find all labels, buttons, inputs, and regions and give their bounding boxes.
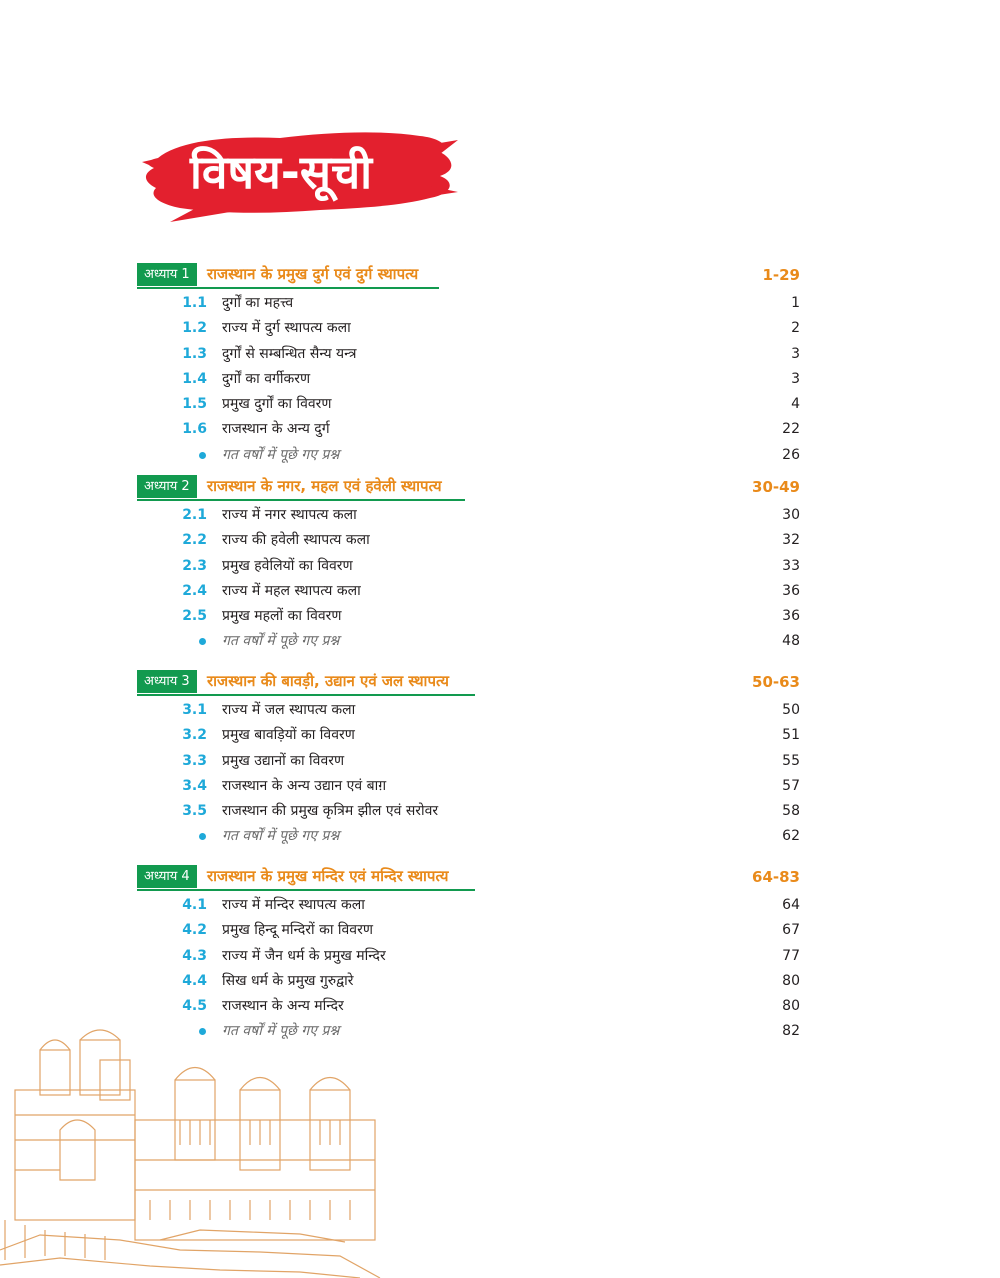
section-page: 57 [782, 777, 800, 794]
section-title: राजस्थान के अन्य उद्यान एवं बाग़ [222, 777, 387, 794]
chapter-4 [137, 865, 800, 1045]
chapter-badge: अध्याय 3 [137, 670, 197, 693]
chapter-title[interactable]: राजस्थान की बावड़ी, उद्यान एवं जल स्थापत्य [207, 672, 450, 690]
section-page: 4 [791, 396, 800, 413]
toc-row[interactable] [137, 342, 800, 367]
toc-row[interactable] [137, 969, 800, 994]
section-title: प्रमुख बावड़ियों का विवरण [222, 727, 355, 744]
chapter-underline [137, 499, 465, 501]
toc-row[interactable] [137, 994, 800, 1019]
section-page: 67 [782, 922, 800, 939]
chapter-badge: अध्याय 2 [137, 475, 197, 498]
section-number: 3.2 [182, 727, 207, 744]
section-title: प्रमुख दुर्गों का विवरण [222, 396, 332, 413]
section-page: 2 [791, 320, 800, 337]
section-title: गत वर्षों में पूछे गए प्रश्न [222, 828, 340, 845]
section-number: 4.2 [182, 922, 207, 939]
section-page: 55 [782, 752, 800, 769]
section-page: 48 [782, 633, 800, 650]
toc-row-prev-year[interactable] [137, 824, 800, 849]
section-title: गत वर्षों में पूछे गए प्रश्न [222, 1023, 340, 1040]
chapter-3 [137, 670, 800, 850]
section-page: 1 [791, 295, 800, 311]
section-number: 4.5 [182, 998, 207, 1015]
toc-row[interactable] [137, 316, 800, 341]
toc-row-prev-year[interactable] [137, 443, 800, 468]
section-page: 36 [782, 608, 800, 625]
fort-ramparts [0, 1220, 380, 1278]
section-title: प्रमुख उद्यानों का विवरण [222, 752, 345, 769]
section-page: 3 [791, 345, 800, 362]
chapter-1 [137, 263, 800, 468]
section-page: 82 [782, 1023, 800, 1040]
section-number: 2.5 [182, 608, 207, 625]
section-title: दुर्गों से सम्बन्धित सैन्य यन्त्र [222, 345, 357, 362]
chapter-title[interactable]: राजस्थान के प्रमुख दुर्ग एवं दुर्ग स्थापत्य [207, 265, 419, 283]
chapter-underline [137, 694, 475, 696]
section-title: राज्य की हवेली स्थापत्य कला [222, 532, 370, 549]
toc-row[interactable] [137, 918, 800, 943]
section-number: 3.1 [182, 702, 207, 718]
bullet-icon [199, 833, 206, 840]
toc-row-prev-year[interactable] [137, 629, 800, 654]
chapter-pages: 64-83 [752, 868, 800, 886]
chapter-2 [137, 475, 800, 655]
fort-main-palace [135, 1068, 375, 1241]
section-page: 26 [782, 446, 800, 463]
toc-row[interactable] [137, 893, 800, 918]
section-title: गत वर्षों में पूछे गए प्रश्न [222, 446, 340, 463]
section-number: 2.1 [182, 507, 207, 523]
section-title: राजस्थान के अन्य दुर्ग [222, 421, 330, 438]
section-page: 33 [782, 557, 800, 574]
toc-row[interactable] [137, 749, 800, 774]
section-title: राजस्थान की प्रमुख कृत्रिम झील एवं सरोवर [222, 803, 439, 820]
section-number: 1.1 [182, 295, 207, 311]
fort-left-towers [15, 1030, 135, 1220]
toc-row[interactable] [137, 503, 800, 528]
chapter-header [137, 670, 800, 698]
toc-row[interactable] [137, 579, 800, 604]
toc-row[interactable] [137, 528, 800, 553]
section-title: गत वर्षों में पूछे गए प्रश्न [222, 633, 340, 650]
toc-row[interactable] [137, 392, 800, 417]
section-number: 1.6 [182, 421, 207, 438]
chapter-title[interactable]: राजस्थान के प्रमुख मन्दिर एवं मन्दिर स्थापत्य [207, 867, 449, 885]
section-number: 1.3 [182, 345, 207, 362]
chapter-underline [137, 889, 475, 891]
section-title: प्रमुख महलों का विवरण [222, 608, 342, 625]
section-number: 2.2 [182, 532, 207, 549]
section-page: 62 [782, 828, 800, 845]
section-title: दुर्गों का महत्त्व [222, 295, 294, 311]
section-page: 32 [782, 532, 800, 549]
bullet-icon [199, 452, 206, 459]
chapter-pages: 30-49 [752, 478, 800, 496]
toc-row[interactable] [137, 698, 800, 723]
toc-row[interactable] [137, 799, 800, 824]
section-number: 1.4 [182, 370, 207, 387]
section-title: दुर्गों का वर्गीकरण [222, 370, 311, 387]
section-number: 3.5 [182, 803, 207, 820]
section-title: राज्य में नगर स्थापत्य कला [222, 507, 357, 523]
section-page: 22 [782, 421, 800, 438]
chapter-header [137, 263, 800, 291]
bullet-icon [199, 638, 206, 645]
section-number: 1.5 [182, 396, 207, 413]
section-page: 3 [791, 370, 800, 387]
section-number: 4.4 [182, 972, 207, 989]
chapter-pages: 1-29 [762, 266, 800, 284]
section-title: राजस्थान के अन्य मन्दिर [222, 998, 344, 1015]
section-title: राज्य में महल स्थापत्य कला [222, 582, 361, 599]
section-page: 80 [782, 972, 800, 989]
chapter-badge: अध्याय 4 [137, 865, 197, 888]
section-page: 30 [782, 507, 800, 523]
section-number: 3.3 [182, 752, 207, 769]
toc-row[interactable] [137, 944, 800, 969]
chapter-header [137, 865, 800, 893]
section-page: 36 [782, 582, 800, 599]
chapter-badge: अध्याय 1 [137, 263, 197, 286]
toc-row[interactable] [137, 723, 800, 748]
section-title: राज्य में जल स्थापत्य कला [222, 702, 356, 718]
section-page: 51 [782, 727, 800, 744]
toc-row[interactable] [137, 291, 800, 316]
chapter-underline [137, 287, 439, 289]
page-title: विषय-सूची [190, 145, 373, 199]
section-number: 4.3 [182, 947, 207, 964]
section-title: राज्य में दुर्ग स्थापत्य कला [222, 320, 351, 337]
toc-row[interactable] [137, 604, 800, 629]
section-number: 2.4 [182, 582, 207, 599]
toc-row[interactable] [137, 417, 800, 442]
section-title: प्रमुख हिन्दू मन्दिरों का विवरण [222, 922, 373, 939]
section-page: 58 [782, 803, 800, 820]
chapter-pages: 50-63 [752, 673, 800, 691]
chapter-title[interactable]: राजस्थान के नगर, महल एवं हवेली स्थापत्य [207, 477, 442, 495]
chapter-header [137, 475, 800, 503]
toc-row[interactable] [137, 774, 800, 799]
section-page: 80 [782, 998, 800, 1015]
fort-illustration [0, 1020, 400, 1278]
section-page: 77 [782, 947, 800, 964]
section-title: प्रमुख हवेलियों का विवरण [222, 557, 353, 574]
section-page: 50 [782, 702, 800, 718]
toc-row[interactable] [137, 554, 800, 579]
section-title: राज्य में मन्दिर स्थापत्य कला [222, 897, 365, 913]
section-page: 64 [782, 897, 800, 913]
section-number: 3.4 [182, 777, 207, 794]
toc-row[interactable] [137, 367, 800, 392]
section-number: 1.2 [182, 320, 207, 337]
section-title: सिख धर्म के प्रमुख गुरुद्वारे [222, 972, 354, 989]
section-number: 2.3 [182, 557, 207, 574]
section-title: राज्य में जैन धर्म के प्रमुख मन्दिर [222, 947, 386, 964]
section-number: 4.1 [182, 897, 207, 913]
title-banner [140, 118, 460, 228]
